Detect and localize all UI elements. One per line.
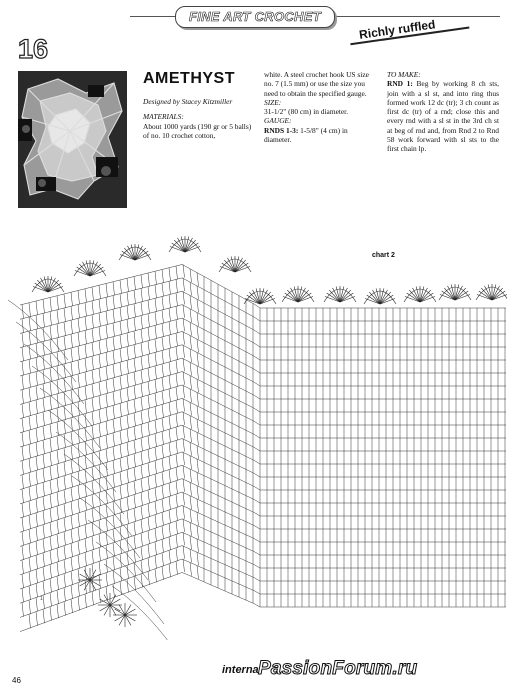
size-label: SIZE: (264, 97, 282, 107)
column-details (264, 70, 376, 144)
gauge-rounds: RNDS 1-3: (264, 125, 299, 135)
section-title: FINE ART CROCHET (175, 6, 335, 28)
to-make-label: TO MAKE: (387, 70, 421, 79)
ribbon-text: Richly ruffled (358, 17, 437, 42)
column-instructions (387, 70, 499, 154)
size-text: 31-1/2" (80 cm) in diameter. (264, 107, 349, 117)
round-1-instructions (387, 79, 499, 153)
page-folio: 46 (12, 676, 21, 685)
column-intro (143, 70, 255, 140)
gauge-label: GAUGE: (264, 116, 292, 126)
crochet-chart (0, 230, 507, 640)
pattern-title: AMETHYST (143, 70, 235, 87)
materials-continued: white. A steel crochet hook US size no. 7 (1.5 mm) or use the size you need to obtain the specified gauge. (264, 70, 369, 98)
materials-text: About 1000 yards (190 gr or 5 balls) of no. 10 crochet cotton, (143, 121, 252, 140)
round-1-label: RND 1: (387, 79, 413, 89)
watermark-logo: PassionForum.ru (258, 658, 418, 679)
chart-mark: 1 (40, 596, 43, 602)
gauge-text: 1-5/8" (4 cm) in diameter. (264, 125, 348, 145)
chart-scallop-edge (32, 236, 507, 304)
round-1-text: Beg by working 8 ch sts, join with a sl st, and into ring thus formed work 12 dc (tr); 3 ch count as first dc (tr) of a rnd; close this and every rnd with a sl st in the 3rd ch st at beg of rnd and, from Rnd 2 to Rnd 58 work forward with sl sts to the first chain lp. (387, 79, 499, 154)
designer-credit: Designed by Stacey Kitzmiller (143, 97, 233, 106)
materials-label: MATERIALS: (143, 112, 184, 122)
pattern-number: 16 (18, 34, 49, 64)
footer-brand: interna (222, 664, 259, 676)
gauge-line (264, 126, 376, 145)
doily-photo (18, 71, 127, 208)
chart-stitch-grid (20, 264, 506, 631)
chart-label: chart 2 (372, 252, 395, 259)
